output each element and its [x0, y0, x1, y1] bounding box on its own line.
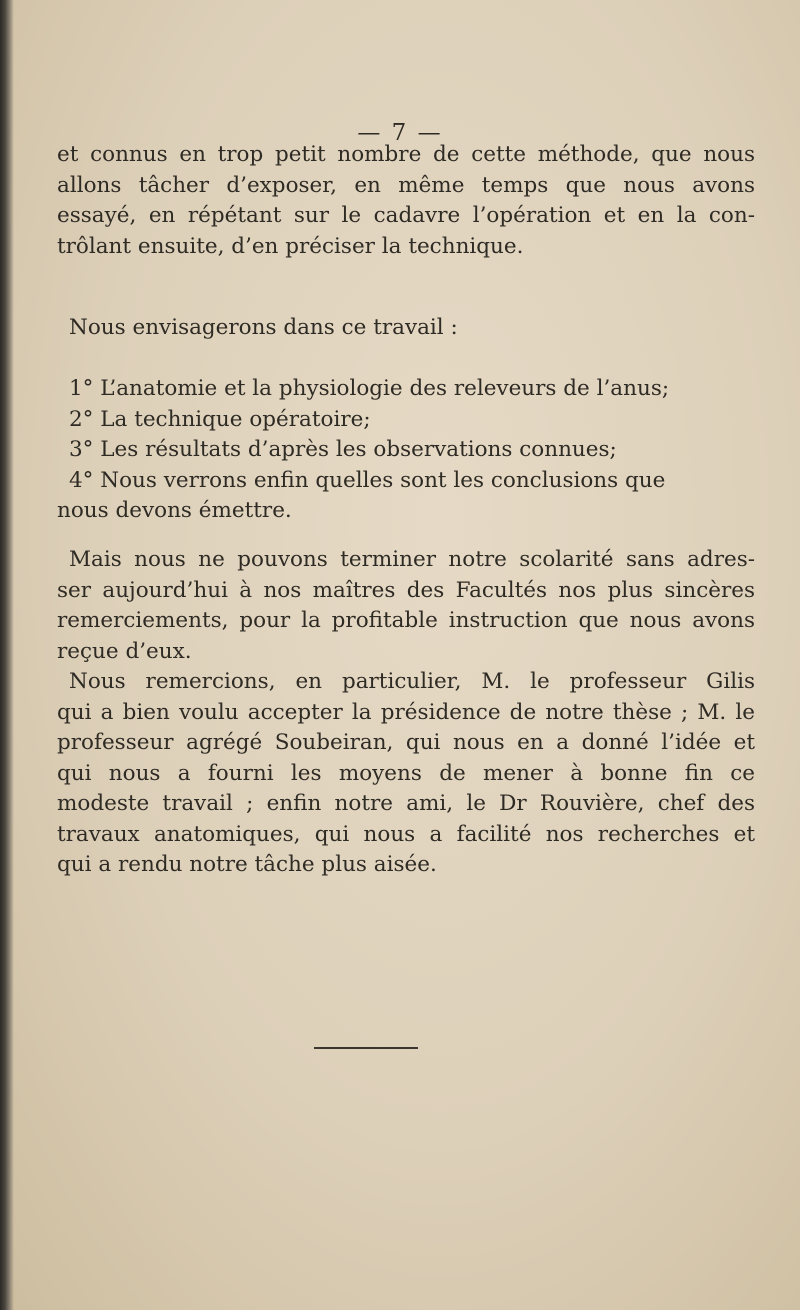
paragraph-line: travaux anatomiques, qui nous a facilité nos recherches et	[57, 821, 755, 847]
paragraph-line: essayé, en répétant sur le cadavre l’opération et en la con-	[57, 203, 755, 228]
paragraph-line: professeur agrégé Soubeiran, qui nous en a donné l’idée et	[57, 730, 755, 755]
paragraph-line: qui a rendu notre tâche plus aisée.	[57, 852, 437, 877]
closing-rule	[314, 1047, 418, 1049]
list-item: 2° La technique opératoire;	[69, 406, 371, 432]
numbered-list	[57, 374, 755, 527]
paragraph-line: allons tâcher d’exposer, en même temps que nous avons	[57, 172, 755, 198]
paragraph-line: remerciements, pour la profitable instruction que nous avons	[57, 608, 755, 633]
paragraph-line: ser aujourd’hui à nos maîtres des Facultés nos plus sincères	[57, 577, 755, 603]
list-item: 1° L’anatomie et la physiologie des releveurs de l’anus;	[69, 376, 670, 401]
intro-line: Nous envisagerons dans ce travail :	[69, 315, 458, 340]
paragraph-line: Nous remercions, en particulier, M. le professeur Gilis	[69, 669, 755, 694]
page-number: — 7 —	[357, 120, 443, 146]
paragraph-3	[57, 667, 755, 881]
list-item: 4° Nous verrons enfin quelles sont les conclusions que	[69, 467, 666, 493]
paragraph-line: Mais nous ne pouvons terminer notre scolarité sans adres-	[69, 547, 755, 572]
paragraph-2	[57, 545, 755, 667]
paragraph-1	[57, 140, 755, 262]
paragraph-line: reçue d’eux.	[57, 638, 192, 664]
paragraph-line: et connus en trop petit nombre de cette méthode, que nous	[57, 142, 755, 167]
paragraph-line: modeste travail ; enfin notre ami, le Dr Rouvière, chef des	[57, 791, 755, 816]
book-binding-shadow	[0, 0, 14, 1310]
paragraph-line: qui nous a fourni les moyens de mener à bonne fin ce	[57, 760, 755, 786]
list-item: 3° Les résultats d’après les observations connues;	[69, 437, 617, 462]
paragraph-line: trôlant ensuite, d’en préciser la technique.	[57, 233, 524, 259]
intro-sentence	[57, 313, 755, 344]
paragraph-line: qui a bien voulu accepter la présidence de notre thèse ; M. le	[57, 699, 755, 725]
list-item-continuation: nous devons émettre.	[57, 498, 292, 523]
